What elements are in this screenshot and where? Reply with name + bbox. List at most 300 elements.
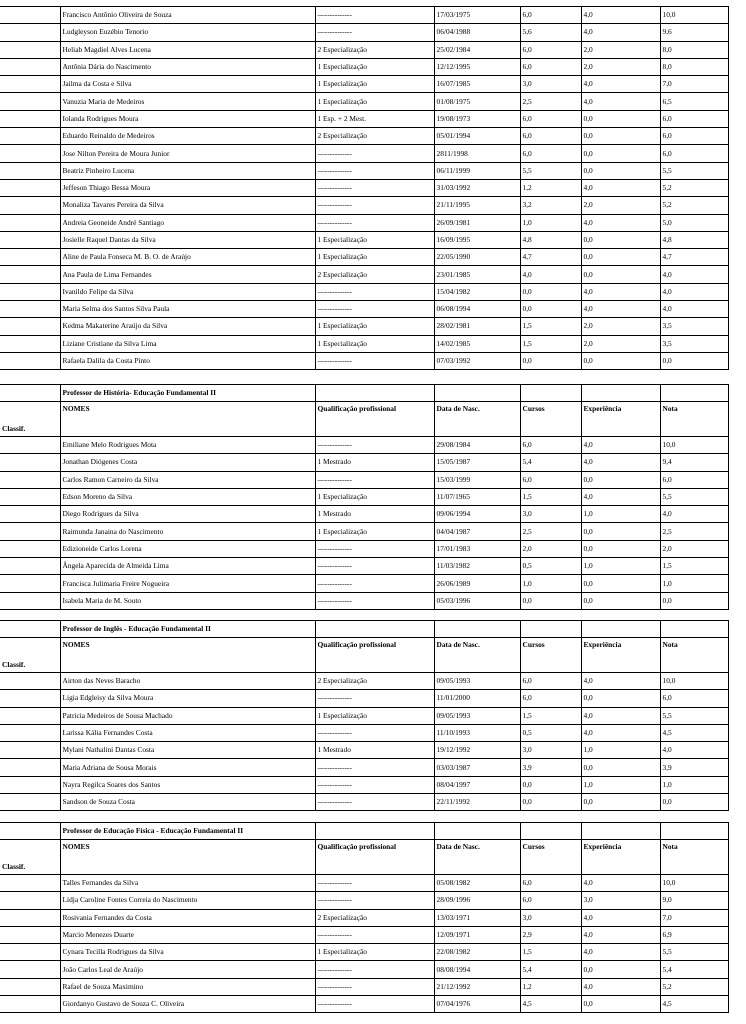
courses-cell: 6,0 bbox=[520, 145, 581, 162]
qualification-cell: -------------- bbox=[315, 162, 434, 179]
experience-cell: 1,0 bbox=[581, 742, 660, 759]
birthdate-cell: 28/02/1981 bbox=[434, 318, 520, 335]
table-row bbox=[0, 759, 728, 776]
birthdate-cell: 06/11/1999 bbox=[434, 162, 520, 179]
courses-cell: 1,0 bbox=[520, 214, 581, 231]
experience-cell: 2,0 bbox=[581, 41, 660, 58]
classif-cell bbox=[0, 961, 60, 978]
empty-cell bbox=[581, 621, 660, 638]
courses-cell: 2,9 bbox=[520, 926, 581, 943]
table-row bbox=[0, 926, 728, 943]
table-row bbox=[0, 352, 728, 369]
classif-cell bbox=[0, 875, 60, 892]
empty-cell bbox=[660, 823, 728, 840]
qualification-cell: -------------- bbox=[315, 301, 434, 318]
classif-cell bbox=[0, 742, 60, 759]
name-cell: Cynara Tecilla Rodrigues da Silva bbox=[60, 944, 315, 961]
experience-cell: 0,0 bbox=[581, 996, 660, 1013]
qualification-cell: 2 Especialização bbox=[315, 41, 434, 58]
experience-cell: 0,0 bbox=[581, 110, 660, 127]
name-cell: Lidja Caroline Fontes Correia do Nascimento bbox=[60, 892, 315, 909]
birthdate-cell: 19/12/1992 bbox=[434, 742, 520, 759]
experience-cell: 2,0 bbox=[581, 58, 660, 75]
score-cell: 4,7 bbox=[660, 249, 728, 266]
experience-cell: 4,0 bbox=[581, 673, 660, 690]
courses-cell: 3,0 bbox=[520, 506, 581, 523]
classif-cell bbox=[0, 437, 60, 454]
courses-cell: 4,7 bbox=[520, 249, 581, 266]
name-cell: Giordanyo Gustavo de Souza C. Oliveira bbox=[60, 996, 315, 1013]
courses-cell: 0,5 bbox=[520, 558, 581, 575]
score-cell: 3,5 bbox=[660, 318, 728, 335]
score-cell: 6,0 bbox=[660, 110, 728, 127]
name-cell: Sandson de Souza Costa bbox=[60, 794, 315, 811]
classif-cell bbox=[0, 996, 60, 1013]
qualification-cell: -------------- bbox=[315, 471, 434, 488]
qualification-cell: 1 Mestrado bbox=[315, 454, 434, 471]
score-cell: 5,2 bbox=[660, 978, 728, 995]
score-cell: 0,0 bbox=[660, 794, 728, 811]
empty-cell bbox=[0, 621, 60, 638]
name-cell: Maria Selma dos Santos Silva Paula bbox=[60, 301, 315, 318]
courses-cell: 1,5 bbox=[520, 318, 581, 335]
table-row bbox=[0, 58, 728, 75]
qualification-cell: 1 Especialização bbox=[315, 249, 434, 266]
table-section-educacao-fisica bbox=[0, 822, 729, 1013]
score-cell: 5,5 bbox=[660, 944, 728, 961]
experience-cell: 4,0 bbox=[581, 437, 660, 454]
score-cell: 6,0 bbox=[660, 128, 728, 145]
classif-cell bbox=[0, 249, 60, 266]
header-classif: Classif. bbox=[0, 402, 60, 437]
name-cell: Andreia Geoneide André Santiago bbox=[60, 214, 315, 231]
name-cell: Mylani Nathalini Dantas Costa bbox=[60, 742, 315, 759]
courses-cell: 0,0 bbox=[520, 301, 581, 318]
birthdate-cell: 05/01/1994 bbox=[434, 128, 520, 145]
table-row bbox=[0, 540, 728, 557]
header-experiencia: Experiência bbox=[581, 638, 660, 673]
table-row bbox=[0, 283, 728, 300]
score-cell: 5,2 bbox=[660, 197, 728, 214]
table-row bbox=[0, 592, 728, 609]
empty-cell bbox=[315, 621, 434, 638]
experience-cell: 1,0 bbox=[581, 776, 660, 793]
score-cell: 6,0 bbox=[660, 471, 728, 488]
header-nomes: NOMES bbox=[60, 840, 315, 875]
experience-cell: 0,0 bbox=[581, 145, 660, 162]
courses-cell: 6,0 bbox=[520, 673, 581, 690]
header-nota: Nota bbox=[660, 402, 728, 437]
name-cell: Heliab Magdiel Alves Lucena bbox=[60, 41, 315, 58]
score-cell: 4,0 bbox=[660, 506, 728, 523]
qualification-cell: -------------- bbox=[315, 926, 434, 943]
birthdate-cell: 15/03/1999 bbox=[434, 471, 520, 488]
score-cell: 10,0 bbox=[660, 673, 728, 690]
name-cell: Raimunda Janaina do Nascimento bbox=[60, 523, 315, 540]
courses-cell: 0,0 bbox=[520, 776, 581, 793]
name-cell: Jeffeson Thiago Bessa Moura bbox=[60, 179, 315, 196]
name-cell: Iolanda Rodrigues Moura bbox=[60, 110, 315, 127]
qualification-cell: -------------- bbox=[315, 875, 434, 892]
experience-cell: 0,0 bbox=[581, 231, 660, 248]
empty-cell bbox=[660, 621, 728, 638]
courses-cell: 0,5 bbox=[520, 724, 581, 741]
empty-cell bbox=[434, 823, 520, 840]
table-row bbox=[0, 488, 728, 505]
table-row bbox=[0, 437, 728, 454]
courses-cell: 3,2 bbox=[520, 197, 581, 214]
experience-cell: 4,0 bbox=[581, 488, 660, 505]
table-row bbox=[0, 575, 728, 592]
classif-cell bbox=[0, 575, 60, 592]
header-data_nasc: Data de Nasc. bbox=[434, 402, 520, 437]
classif-cell bbox=[0, 231, 60, 248]
birthdate-cell: 11/03/1982 bbox=[434, 558, 520, 575]
courses-cell: 3,0 bbox=[520, 742, 581, 759]
birthdate-cell: 07/04/1976 bbox=[434, 996, 520, 1013]
classif-cell bbox=[0, 776, 60, 793]
classif-cell bbox=[0, 266, 60, 283]
empty-cell bbox=[434, 385, 520, 402]
classif-cell bbox=[0, 794, 60, 811]
qualification-cell: -------------- bbox=[315, 690, 434, 707]
score-cell: 5,5 bbox=[660, 162, 728, 179]
courses-cell: 1,5 bbox=[520, 335, 581, 352]
name-cell: Antônia Dária do Nascimento bbox=[60, 58, 315, 75]
table-row bbox=[0, 231, 728, 248]
name-cell: Josielle Raquel Dantas da Silva bbox=[60, 231, 315, 248]
score-cell: 6,0 bbox=[660, 690, 728, 707]
score-cell: 10,0 bbox=[660, 7, 728, 24]
table-row bbox=[0, 506, 728, 523]
score-cell: 7,0 bbox=[660, 76, 728, 93]
section-title: Professor de Educação Física - Educação Fundamental II bbox=[60, 823, 315, 840]
courses-cell: 3,0 bbox=[520, 76, 581, 93]
qualification-cell: 2 Especialização bbox=[315, 128, 434, 145]
name-cell: Rosivania Fernandes da Costa bbox=[60, 909, 315, 926]
experience-cell: 0,0 bbox=[581, 690, 660, 707]
classif-cell bbox=[0, 179, 60, 196]
classif-cell bbox=[0, 592, 60, 609]
table-row bbox=[0, 471, 728, 488]
classif-cell bbox=[0, 197, 60, 214]
birthdate-cell: 15/04/1982 bbox=[434, 283, 520, 300]
qualification-cell: -------------- bbox=[315, 283, 434, 300]
table-row bbox=[0, 996, 728, 1013]
qualification-cell: -------------- bbox=[315, 575, 434, 592]
score-cell: 6,5 bbox=[660, 93, 728, 110]
name-cell: Beatriz Pinheiro Lucena bbox=[60, 162, 315, 179]
birthdate-cell: 06/08/1994 bbox=[434, 301, 520, 318]
name-cell: Ligia Edgleisy da Silva Moura bbox=[60, 690, 315, 707]
name-cell: Jailma da Costa e Silva bbox=[60, 76, 315, 93]
name-cell: Jonathan Diógenes Costa bbox=[60, 454, 315, 471]
header-qualificacao: Qualificação profissional bbox=[315, 840, 434, 875]
name-cell: Ana Paula de Lima Fernandes bbox=[60, 266, 315, 283]
table-row bbox=[0, 318, 728, 335]
header-qualificacao: Qualificação profissional bbox=[315, 638, 434, 673]
score-cell: 4,0 bbox=[660, 266, 728, 283]
birthdate-cell: 19/08/1973 bbox=[434, 110, 520, 127]
table-row bbox=[0, 558, 728, 575]
classif-cell bbox=[0, 145, 60, 162]
classif-cell bbox=[0, 76, 60, 93]
qualification-cell: -------------- bbox=[315, 179, 434, 196]
experience-cell: 0,0 bbox=[581, 249, 660, 266]
section-title-row bbox=[0, 621, 728, 638]
header-cursos: Cursos bbox=[520, 402, 581, 437]
score-cell: 1,0 bbox=[660, 776, 728, 793]
experience-cell: 4,0 bbox=[581, 944, 660, 961]
qualification-cell: 1 Especialização bbox=[315, 93, 434, 110]
experience-cell: 2,0 bbox=[581, 318, 660, 335]
courses-cell: 5,4 bbox=[520, 961, 581, 978]
table-row bbox=[0, 909, 728, 926]
experience-cell: 0,0 bbox=[581, 575, 660, 592]
empty-cell bbox=[315, 385, 434, 402]
classif-cell bbox=[0, 41, 60, 58]
experience-cell: 0,0 bbox=[581, 540, 660, 557]
classif-cell bbox=[0, 944, 60, 961]
birthdate-cell: 06/04/1988 bbox=[434, 24, 520, 41]
experience-cell: 4,0 bbox=[581, 179, 660, 196]
qualification-cell: -------------- bbox=[315, 978, 434, 995]
table-section-1 bbox=[0, 6, 729, 370]
qualification-cell: -------------- bbox=[315, 7, 434, 24]
table-row bbox=[0, 724, 728, 741]
score-cell: 4,0 bbox=[660, 742, 728, 759]
table-row bbox=[0, 961, 728, 978]
score-cell: 5,0 bbox=[660, 214, 728, 231]
experience-cell: 2,0 bbox=[581, 335, 660, 352]
name-cell: Francisco Antônio Oliveira de Souza bbox=[60, 7, 315, 24]
name-cell: Nayra Regilca Soares dos Santos bbox=[60, 776, 315, 793]
table-section-historia bbox=[0, 384, 729, 610]
name-cell: Edson Moreno da Silva bbox=[60, 488, 315, 505]
qualification-cell: 1 Especialização bbox=[315, 76, 434, 93]
experience-cell: 0,0 bbox=[581, 794, 660, 811]
header-data_nasc: Data de Nasc. bbox=[434, 638, 520, 673]
courses-cell: 4,8 bbox=[520, 231, 581, 248]
name-cell: Rafael de Souza Maximino bbox=[60, 978, 315, 995]
table-row bbox=[0, 197, 728, 214]
qualification-cell: -------------- bbox=[315, 776, 434, 793]
birthdate-cell: 13/03/1971 bbox=[434, 909, 520, 926]
empty-cell bbox=[520, 621, 581, 638]
birthdate-cell: 26/06/1989 bbox=[434, 575, 520, 592]
name-cell: Isabela Maria de M. Souto bbox=[60, 592, 315, 609]
birthdate-cell: 09/06/1994 bbox=[434, 506, 520, 523]
experience-cell: 4,0 bbox=[581, 707, 660, 724]
qualification-cell: 1 Especialização bbox=[315, 58, 434, 75]
experience-cell: 4,0 bbox=[581, 93, 660, 110]
name-cell: Eduardo Reinaldo de Medeiros bbox=[60, 128, 315, 145]
experience-cell: 4,0 bbox=[581, 283, 660, 300]
qualification-cell: -------------- bbox=[315, 437, 434, 454]
birthdate-cell: 01/08/1975 bbox=[434, 93, 520, 110]
table-row bbox=[0, 690, 728, 707]
table-row bbox=[0, 892, 728, 909]
experience-cell: 4,0 bbox=[581, 76, 660, 93]
qualification-cell: 1 Especialização bbox=[315, 944, 434, 961]
courses-cell: 0,0 bbox=[520, 592, 581, 609]
classif-cell bbox=[0, 24, 60, 41]
classif-cell bbox=[0, 707, 60, 724]
name-cell: Jose Nilton Pereira de Moura Junior bbox=[60, 145, 315, 162]
courses-cell: 2,5 bbox=[520, 93, 581, 110]
name-cell: Kedma Makaterine Araújo da Silva bbox=[60, 318, 315, 335]
birthdate-cell: 21/11/1995 bbox=[434, 197, 520, 214]
section-title: Professor de História- Educação Fundamental II bbox=[60, 385, 315, 402]
name-cell: Ângela Aparecida de Almeida Lima bbox=[60, 558, 315, 575]
classif-cell bbox=[0, 488, 60, 505]
score-cell: 3,5 bbox=[660, 335, 728, 352]
classif-cell bbox=[0, 162, 60, 179]
header-classif: Classif. bbox=[0, 638, 60, 673]
name-cell: Diego Rodrigues da Silva bbox=[60, 506, 315, 523]
qualification-cell: 1 Especialização bbox=[315, 707, 434, 724]
birthdate-cell: 21/12/1992 bbox=[434, 978, 520, 995]
courses-cell: 5,5 bbox=[520, 162, 581, 179]
header-row bbox=[0, 402, 728, 437]
name-cell: Aline de Paula Fonseca M. B. O. de Araújo bbox=[60, 249, 315, 266]
experience-cell: 4,0 bbox=[581, 7, 660, 24]
courses-cell: 0,0 bbox=[520, 352, 581, 369]
table-row bbox=[0, 214, 728, 231]
classif-cell bbox=[0, 318, 60, 335]
qualification-cell: -------------- bbox=[315, 996, 434, 1013]
header-cursos: Cursos bbox=[520, 638, 581, 673]
name-cell: Patricia Medeiros de Sousa Machado bbox=[60, 707, 315, 724]
score-cell: 5,4 bbox=[660, 961, 728, 978]
qualification-cell: 2 Especialização bbox=[315, 909, 434, 926]
birthdate-cell: 04/04/1987 bbox=[434, 523, 520, 540]
experience-cell: 4,0 bbox=[581, 301, 660, 318]
empty-cell bbox=[434, 621, 520, 638]
name-cell: Liziane Cristiane da Silva Lima bbox=[60, 335, 315, 352]
experience-cell: 0,0 bbox=[581, 266, 660, 283]
table-row bbox=[0, 978, 728, 995]
table-row bbox=[0, 707, 728, 724]
score-cell: 5,5 bbox=[660, 707, 728, 724]
qualification-cell: 1 Especialização bbox=[315, 318, 434, 335]
birthdate-cell: 22/08/1982 bbox=[434, 944, 520, 961]
classif-cell bbox=[0, 690, 60, 707]
table-row bbox=[0, 944, 728, 961]
empty-cell bbox=[0, 385, 60, 402]
name-cell: Francisca Julimaria Freire Nogueira bbox=[60, 575, 315, 592]
classif-cell bbox=[0, 909, 60, 926]
birthdate-cell: 22/05/1990 bbox=[434, 249, 520, 266]
table-row bbox=[0, 523, 728, 540]
score-cell: 0,0 bbox=[660, 592, 728, 609]
birthdate-cell: 2811/1998 bbox=[434, 145, 520, 162]
name-cell: Vanuzia Maria de Medeiros bbox=[60, 93, 315, 110]
score-cell: 3,9 bbox=[660, 759, 728, 776]
table-row bbox=[0, 179, 728, 196]
courses-cell: 0,0 bbox=[520, 283, 581, 300]
birthdate-cell: 11/01/2000 bbox=[434, 690, 520, 707]
score-cell: 1,5 bbox=[660, 558, 728, 575]
experience-cell: 4,0 bbox=[581, 875, 660, 892]
courses-cell: 6,0 bbox=[520, 7, 581, 24]
header-nota: Nota bbox=[660, 840, 728, 875]
name-cell: Rafaela Dalila da Costa Pinto bbox=[60, 352, 315, 369]
table-row bbox=[0, 266, 728, 283]
empty-cell bbox=[581, 823, 660, 840]
courses-cell: 6,0 bbox=[520, 892, 581, 909]
experience-cell: 4,0 bbox=[581, 978, 660, 995]
courses-cell: 6,0 bbox=[520, 110, 581, 127]
table-row bbox=[0, 93, 728, 110]
qualification-cell: 2 Especialização bbox=[315, 673, 434, 690]
courses-cell: 1,2 bbox=[520, 179, 581, 196]
classif-cell bbox=[0, 926, 60, 943]
classif-cell bbox=[0, 892, 60, 909]
classif-cell bbox=[0, 724, 60, 741]
name-cell: Ivanildo Felipe da Silva bbox=[60, 283, 315, 300]
table-row bbox=[0, 335, 728, 352]
name-cell: Marcio Menezes Duarte bbox=[60, 926, 315, 943]
courses-cell: 1,0 bbox=[520, 575, 581, 592]
name-cell: Ludgleyson Euzébio Tenorio bbox=[60, 24, 315, 41]
courses-cell: 6,0 bbox=[520, 58, 581, 75]
birthdate-cell: 17/03/1975 bbox=[434, 7, 520, 24]
birthdate-cell: 23/01/1985 bbox=[434, 266, 520, 283]
score-cell: 4,8 bbox=[660, 231, 728, 248]
experience-cell: 0,0 bbox=[581, 128, 660, 145]
courses-cell: 3,0 bbox=[520, 909, 581, 926]
birthdate-cell: 28/09/1996 bbox=[434, 892, 520, 909]
birthdate-cell: 09/05/1993 bbox=[434, 707, 520, 724]
name-cell: João Carlos Leal de Araújo bbox=[60, 961, 315, 978]
empty-cell bbox=[315, 823, 434, 840]
header-nomes: NOMES bbox=[60, 402, 315, 437]
table-row bbox=[0, 673, 728, 690]
empty-cell bbox=[581, 385, 660, 402]
experience-cell: 3,0 bbox=[581, 892, 660, 909]
birthdate-cell: 08/04/1997 bbox=[434, 776, 520, 793]
qualification-cell: -------------- bbox=[315, 794, 434, 811]
courses-cell: 6,0 bbox=[520, 41, 581, 58]
score-cell: 8,0 bbox=[660, 41, 728, 58]
score-cell: 5,5 bbox=[660, 488, 728, 505]
experience-cell: 4,0 bbox=[581, 454, 660, 471]
classif-cell bbox=[0, 110, 60, 127]
table-row bbox=[0, 7, 728, 24]
experience-cell: 4,0 bbox=[581, 214, 660, 231]
classif-cell bbox=[0, 283, 60, 300]
header-row bbox=[0, 638, 728, 673]
table-row bbox=[0, 128, 728, 145]
score-cell: 10,0 bbox=[660, 875, 728, 892]
name-cell: Monaliza Tavares Pereira da Silva bbox=[60, 197, 315, 214]
courses-cell: 6,0 bbox=[520, 875, 581, 892]
birthdate-cell: 11/10/1993 bbox=[434, 724, 520, 741]
qualification-cell: 1 Mestrado bbox=[315, 742, 434, 759]
classif-cell bbox=[0, 759, 60, 776]
qualification-cell: 1 Especialização bbox=[315, 523, 434, 540]
courses-cell: 1,2 bbox=[520, 978, 581, 995]
qualification-cell: 1 Esp. + 2 Mest. bbox=[315, 110, 434, 127]
experience-cell: 1,0 bbox=[581, 558, 660, 575]
courses-cell: 6,0 bbox=[520, 128, 581, 145]
header-cursos: Cursos bbox=[520, 840, 581, 875]
qualification-cell: 1 Especialização bbox=[315, 488, 434, 505]
birthdate-cell: 29/08/1984 bbox=[434, 437, 520, 454]
empty-cell bbox=[660, 385, 728, 402]
qualification-cell: -------------- bbox=[315, 892, 434, 909]
